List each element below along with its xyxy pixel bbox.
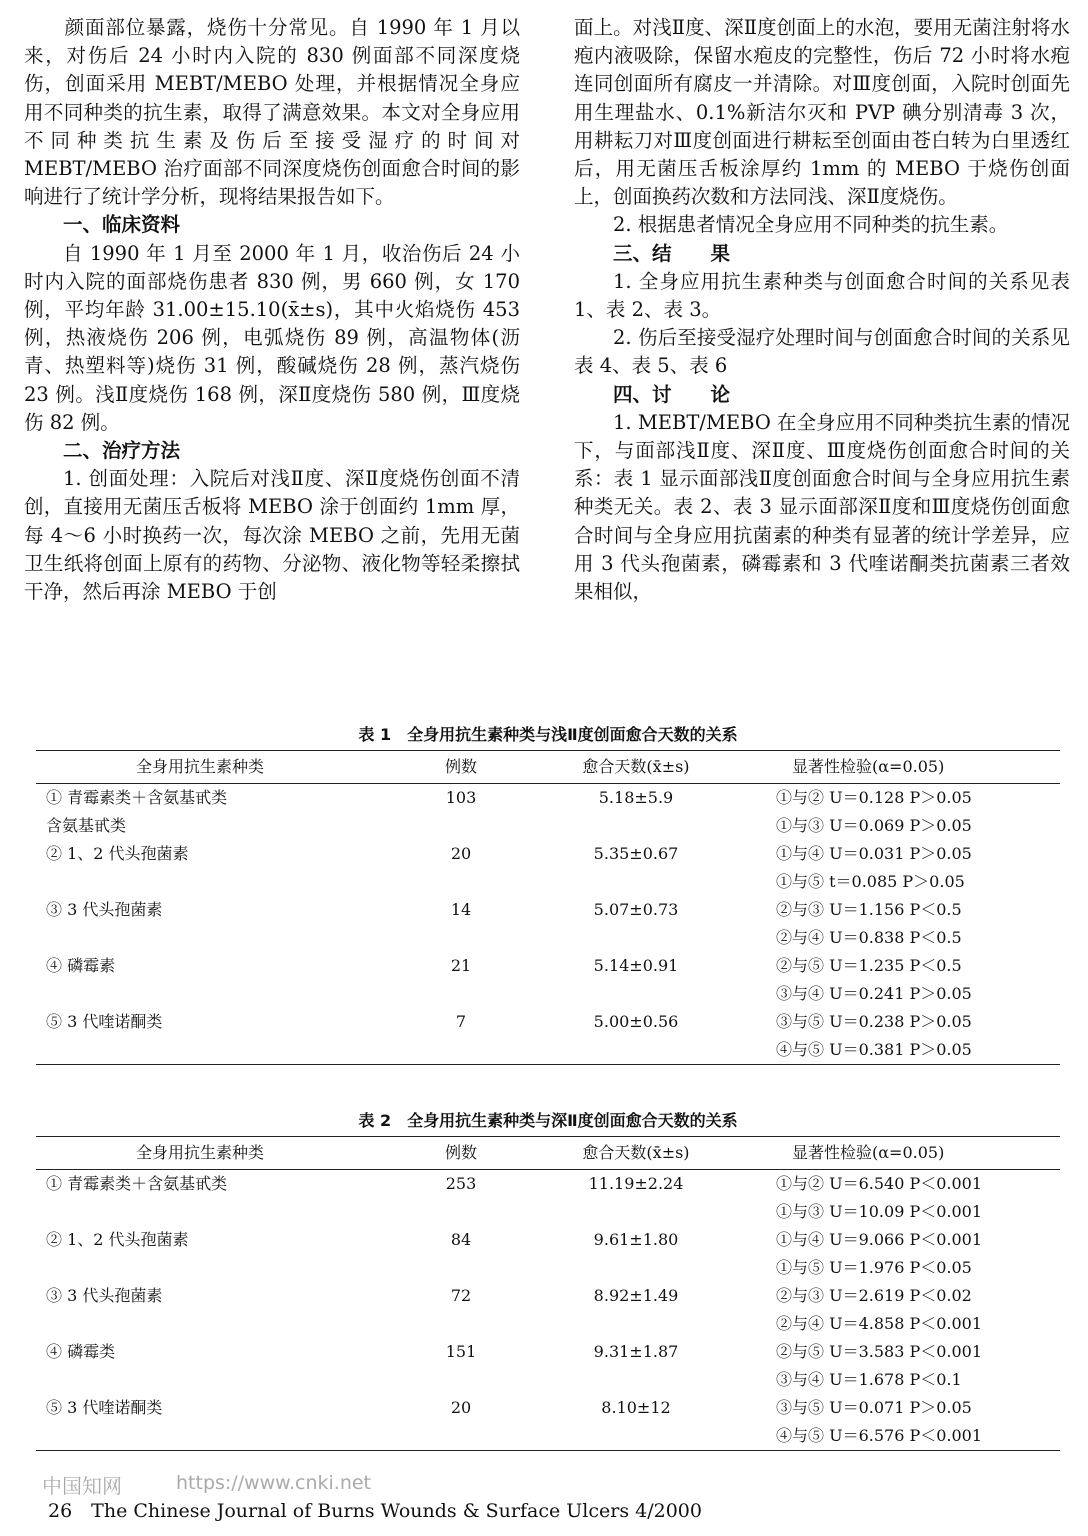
- table-cell: [386, 980, 536, 1008]
- table-cell: ⑤ 3 代喹诺酮类: [46, 1398, 163, 1417]
- right-text-column: [574, 14, 1070, 606]
- body-paragraph: 1. 创面处理：入院后对浅Ⅱ度、深Ⅱ度烧伤创面不清创，直接用无菌压舌板将 MEBO 涂于创面约 1mm 厚，每 4～6 小时换药一次，每次涂 MEBO 之前，先用无菌卫生纸将创面上原有的药物、分泌物、液化物等轻柔擦拭干净，然后再涂 MEBO 于创: [24, 467, 520, 604]
- table-cell: 14: [450, 900, 472, 919]
- table-cell: ②与③ U＝1.156 P＜0.5: [776, 900, 962, 919]
- table-cell: ⑤ 3 代喹诺酮类: [46, 1012, 163, 1031]
- table-cell: [36, 1198, 386, 1226]
- section-heading: 二、治疗方法: [63, 439, 181, 463]
- table-cell: ②与⑤ U＝1.235 P＜0.5: [776, 956, 962, 975]
- table-cell: ② 1、2 代头孢菌素: [46, 844, 189, 863]
- table-cell: 5.00±0.56: [593, 1012, 679, 1031]
- table-cell: 72: [450, 1286, 472, 1305]
- table-cell: ③ 3 代头孢菌素: [46, 900, 163, 919]
- table-cell: ①与③ U＝10.09 P＜0.001: [776, 1202, 983, 1221]
- table-cell: ②与⑤ U＝3.583 P＜0.001: [776, 1342, 983, 1361]
- body-paragraph: 面上。对浅Ⅱ度、深Ⅱ度创面上的水泡，要用无菌注射将水疱内液吸除，保留水疱皮的完整性，伤后 72 小时将水疱连同创面所有腐皮一并清除。对Ⅲ度创面，入院时创面先用生理盐水、0.1%新洁尔灭和 PVP 碘分别清毒 3 次，用耕耘刀对Ⅲ度创面进行耕耘至创面由苍白转为白里透红后，用无菌压舌板涂厚约 1mm 的 MEBO 于烧伤创面上，创面换药次数和方法同浅、深Ⅱ度烧伤。: [574, 16, 1070, 209]
- table-cell: 84: [450, 1230, 472, 1249]
- table-cell: 5.14±0.91: [593, 956, 679, 975]
- table-cell: ①与⑤ t＝0.085 P＞0.05: [776, 872, 965, 891]
- table-cell: 103: [445, 788, 477, 807]
- table-caption: 表 1 全身用抗生素种类与浅Ⅱ度创面愈合天数的关系: [358, 725, 738, 744]
- body-paragraph: 2. 根据患者情况全身应用不同种类的抗生素。: [613, 213, 1009, 237]
- table-cell: [386, 1366, 536, 1394]
- table-row: [36, 1338, 1060, 1366]
- table-header-cell: 愈合天数(x̄±s): [582, 757, 690, 776]
- section-heading: 一、临床资料: [63, 213, 181, 237]
- table-row: [36, 784, 1060, 812]
- cnki-watermark-url: https://www.cnki.net: [176, 1472, 372, 1494]
- table-cell: ④与⑤ U＝0.381 P＞0.05: [776, 1040, 972, 1059]
- table-cell: [36, 1254, 386, 1282]
- table-cell: [386, 1422, 536, 1450]
- table-row: [36, 1226, 1060, 1254]
- table-cell: 11.19±2.24: [588, 1174, 684, 1193]
- table-cell: ①与④ U＝9.066 P＜0.001: [776, 1230, 983, 1249]
- table-row: [36, 1422, 1060, 1450]
- cnki-watermark-logo: 中国知网: [42, 1474, 122, 1498]
- table-cell: ③与④ U＝1.678 P＜0.1: [776, 1370, 962, 1389]
- table-header-row: [36, 1137, 1060, 1169]
- table-cell: ③与⑤ U＝0.071 P＞0.05: [776, 1398, 972, 1417]
- table-cell: ②与④ U＝4.858 P＜0.001: [776, 1314, 983, 1333]
- table-row: [36, 840, 1060, 868]
- table-cell: ①与④ U＝0.031 P＞0.05: [776, 844, 972, 863]
- table-1: [36, 720, 1060, 1065]
- body-paragraph: 2. 伤后至接受湿疗处理时间与创面愈合时间的关系见表 4、表 5、表 6: [574, 326, 1070, 378]
- table-row: [36, 980, 1060, 1008]
- table-cell: [536, 980, 736, 1008]
- table-row: [36, 1394, 1060, 1422]
- table-cell: 含氨基甙类: [46, 816, 127, 835]
- table-header-cell: 全身用抗生素种类: [136, 1143, 265, 1162]
- table-cell: [386, 924, 536, 952]
- table-2: [36, 1106, 1060, 1451]
- table-cell: [386, 1198, 536, 1226]
- table-row: [36, 1036, 1060, 1064]
- table-cell: ③ 3 代头孢菌素: [46, 1286, 163, 1305]
- table-row: [36, 1366, 1060, 1394]
- table-cell: 20: [450, 1398, 472, 1417]
- table-cell: 8.92±1.49: [593, 1286, 679, 1305]
- body-paragraph: 1. MEBT/MEBO 在全身应用不同种类抗生素的情况下，与面部浅Ⅱ度、深Ⅱ度、Ⅲ度烧伤创面愈合时间的关系：表 1 显示面部浅Ⅱ度创面愈合时间与全身应用抗生素种类无关。表 2、表 3 显示面部深Ⅱ度和Ⅲ度烧伤创面愈合时间与全身应用抗菌素的种类有显著的统计学差异，应用 3 代头孢菌素，磷霉素和 3 代喹诺酮类抗菌素三者效果相似，: [574, 410, 1070, 604]
- table-row: [36, 868, 1060, 896]
- table-cell: 253: [445, 1174, 477, 1193]
- table-header-row: [36, 751, 1060, 783]
- table-cell: ①与② U＝6.540 P＜0.001: [776, 1174, 983, 1193]
- left-text-column: [24, 14, 520, 606]
- table-cell: ④ 磷霉类: [46, 1342, 116, 1361]
- table-cell: [386, 1254, 536, 1282]
- table-row: [36, 1282, 1060, 1310]
- section-heading: 三、结 果: [613, 241, 731, 265]
- table-cell: ④ 磷霉素: [46, 956, 116, 975]
- table-header-cell: 例数: [444, 757, 477, 776]
- table-cell: ③与④ U＝0.241 P＞0.05: [776, 984, 972, 1003]
- table-cell: [536, 1198, 736, 1226]
- table-cell: 9.61±1.80: [593, 1230, 679, 1249]
- body-paragraph: 颜面部位暴露，烧伤十分常见。自 1990 年 1 月以来，对伤后 24 小时内入院的 830 例面部不同深度烧伤，创面采用 MEBT/MEBO 处理，并根据情况全身应用不同种类的抗生素，取得了满意效果。本文对全身应用不同种类抗生素及伤后至接受湿疗的时间对 MEBT/MEBO 治疗面部不同深度烧伤创面愈合时间的影响进行了统计学分析，现将结果报告如下。: [24, 16, 520, 209]
- table-row: [36, 1008, 1060, 1036]
- table-cell: [36, 1366, 386, 1394]
- table-cell: [386, 1036, 536, 1064]
- table-cell: ①与③ U＝0.069 P＞0.05: [776, 816, 972, 835]
- table-cell: ②与③ U＝2.619 P＜0.02: [776, 1286, 972, 1305]
- table-cell: [536, 1254, 736, 1282]
- table-row: [36, 924, 1060, 952]
- table-cell: [386, 812, 536, 840]
- section-heading: 四、讨 论: [613, 382, 731, 406]
- table-header-cell: 显著性检验(α=0.05): [792, 757, 945, 776]
- table-cell: [36, 924, 386, 952]
- table-cell: [36, 1310, 386, 1338]
- table-cell: [536, 868, 736, 896]
- table-cell: 5.35±0.67: [593, 844, 679, 863]
- table-cell: [536, 812, 736, 840]
- table-cell: 7: [455, 1012, 467, 1031]
- table-cell: [536, 924, 736, 952]
- table-bottom-rule: [36, 1450, 1060, 1451]
- table-header-cell: 愈合天数(x̄±s): [582, 1143, 690, 1162]
- page-footer-journal: 26 The Chinese Journal of Burns Wounds & Surface Ulcers 4/2000: [48, 1500, 702, 1522]
- table-cell: ③与⑤ U＝0.238 P＞0.05: [776, 1012, 972, 1031]
- table-cell: 5.07±0.73: [593, 900, 679, 919]
- table-cell: [36, 1422, 386, 1450]
- table-cell: [536, 1036, 736, 1064]
- table-header-cell: 全身用抗生素种类: [136, 757, 265, 776]
- body-paragraph: 自 1990 年 1 月至 2000 年 1 月，收治伤后 24 小时内入院的面部烧伤患者 830 例，男 660 例，女 170 例，平均年龄 31.00±15.10(x̄±s)，其中火焰烧伤 453 例，热液烧伤 206 例，电弧烧伤 89 例，高温物体(沥青、热塑料等)烧伤 31 例，酸碱烧伤 28 例，蒸汽烧伤 23 例。浅Ⅱ度烧伤 168 例，深Ⅱ度烧伤 580 例，Ⅲ度烧伤 82 例。: [24, 241, 520, 434]
- table-cell: 5.18±5.9: [598, 788, 674, 807]
- table-caption: 表 2 全身用抗生素种类与深Ⅱ度创面愈合天数的关系: [358, 1111, 738, 1130]
- body-paragraph: 1. 全身应用抗生素种类与创面愈合时间的关系见表 1、表 2、表 3。: [574, 269, 1070, 322]
- table-cell: ②与④ U＝0.838 P＜0.5: [776, 928, 962, 947]
- table-cell: [536, 1310, 736, 1338]
- table-cell: ② 1、2 代头孢菌素: [46, 1230, 189, 1249]
- table-cell: [36, 980, 386, 1008]
- table-row: [36, 896, 1060, 924]
- table-header-cell: 显著性检验(α=0.05): [792, 1143, 945, 1162]
- table-cell: ④与⑤ U＝6.576 P＜0.001: [776, 1426, 983, 1445]
- table-cell: 20: [450, 844, 472, 863]
- table-row: [36, 1170, 1060, 1198]
- table-cell: [36, 868, 386, 896]
- table-cell: 8.10±12: [601, 1398, 671, 1417]
- table-row: [36, 1198, 1060, 1226]
- table-cell: 21: [450, 956, 472, 975]
- table-cell: [36, 1036, 386, 1064]
- table-cell: 9.31±1.87: [593, 1342, 679, 1361]
- table-bottom-rule: [36, 1064, 1060, 1065]
- table-row: [36, 1254, 1060, 1282]
- table-cell: [536, 1366, 736, 1394]
- table-cell: [536, 1422, 736, 1450]
- table-row: [36, 952, 1060, 980]
- table-row: [36, 1310, 1060, 1338]
- table-cell: 151: [445, 1342, 477, 1361]
- table-cell: ①与② U＝0.128 P＞0.05: [776, 788, 972, 807]
- table-cell: ①与⑤ U＝1.976 P＜0.05: [776, 1258, 972, 1277]
- table-cell: [386, 1310, 536, 1338]
- table-row: [36, 812, 1060, 840]
- table-cell: [386, 868, 536, 896]
- table-cell: ① 青霉素类＋含氨基甙类: [46, 1174, 228, 1193]
- table-header-cell: 例数: [444, 1143, 477, 1162]
- table-cell: ① 青霉素类＋含氨基甙类: [46, 788, 228, 807]
